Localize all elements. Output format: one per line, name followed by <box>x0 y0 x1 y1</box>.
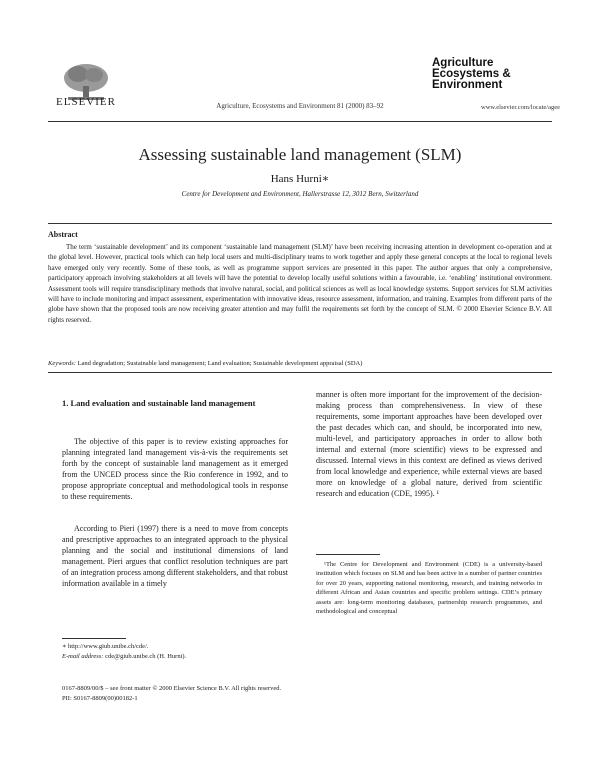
header-rule <box>48 121 552 122</box>
author-url-footnote[interactable]: ∗ http://www.giub.unibe.ch/cde/. <box>62 643 149 650</box>
author-affiliation: Centre for Development and Environment, Hallerstrasse 12, 3012 Bern, Switzerland <box>181 190 419 198</box>
paper-title: Assessing sustainable land management (SLM) <box>138 145 462 164</box>
copyright-block <box>62 684 281 703</box>
journal-citation: Agriculture, Ecosystems and Environment 81 (2000) 83–92 <box>216 102 384 110</box>
body-paragraph-3: manner is often more important for the improvement of the decision-making process than comprehensiveness. In view of these requirements, some important approaches have been developed over the past decades which can, and should, be incorporated into new, multi-level, and participatory approaches in order to allow both internal and external (more scientific) views to be expressed and discussed. Internal views in this context are defined as views derived from local knowledge and experience, while external views are based more on knowledge of a global nature, derived from scientific research and education (CDE, 1995). ¹ <box>316 390 542 498</box>
email-text[interactable]: cde@giub.unibe.ch (H. Hurni). <box>105 653 187 660</box>
author-email-footnote <box>62 652 186 661</box>
journal-brand-line-2: Ecosystems & <box>432 68 511 80</box>
abstract-heading: Abstract <box>48 230 78 239</box>
copyright-line: 0167-8809/00/$ – see front matter © 2000 Elsevier Science B.V. All rights reserved. <box>62 685 282 692</box>
abstract-text: The term ‘sustainable development’ and its component ‘sustainable land management (SLM)’ have been receiving increasing attention in development co-operation and at the global level. However, practical tools which can help local users and multi-disciplinary teams to work together and apply these general concepts at the local to regional levels have emerged only very recently. Some of these tools, as well as programme support services are presented in this paper. The author argues that only a comprehensive, participatory approach involving stakeholders at all levels will have the potential to develop locally useful solutions within a favourable, i.e. ‘enabling’ institutional environment. Assessment tools will require transdisciplinary methods that involve natural, social, and political sciences as well as local knowledge systems. Support services for SLM activities will have to include monitoring and impact assessment, experimentation with innovative ideas, resource assessment, information, and training. Examples from different parts of the globe have shown that the proposed tools are now receiving greater attention and may fulfil the requirements set forth by the concept of SLM. © 2000 Elsevier Science B.V. All rights reserved. <box>48 243 552 324</box>
publisher-name: ELSEVIER <box>56 96 116 108</box>
author-footnote-mark: ∗ <box>321 173 330 185</box>
journal-url[interactable]: www.elsevier.com/locate/agee <box>481 104 560 111</box>
author-name: Hans Hurni <box>270 173 322 185</box>
email-label: E-mail address: <box>62 653 104 660</box>
keywords-text: Land degradation; Sustainable land management; Land evaluation; Sustainable development appraisal (SDA) <box>77 360 363 367</box>
abstract-top-rule <box>48 223 552 224</box>
footnote-1: ¹The Centre for Development and Environment (CDE) is a university-based institution which focuses on SLM and has been active in a number of partner countries for over 20 years, supporting national monitoring, research, and training networks in different African and Asian countries and specific problem settings. CDE’s primary assets are: long-term monitoring databases, partnership research programmes, and methodological and conceptual <box>316 561 542 616</box>
keywords-label: Keywords: <box>48 360 76 367</box>
body-paragraph-1: The objective of this paper is to review existing approaches for planning integrated land management vis-à-vis the requirements set forth by the concept of sustainable land management as it emerged from the UNCED process since the Rio conference in 1992, and to propose appropriate conceptual and methodological tools in response to these requirements. <box>62 437 288 501</box>
journal-brand-line-3: Environment <box>432 79 503 91</box>
footnote-rule-left <box>62 638 126 639</box>
keywords <box>48 360 552 367</box>
section-heading: 1. Land evaluation and sustainable land management <box>62 398 256 408</box>
body-paragraph-2: According to Pieri (1997) there is a need to move from concepts and prescriptive approaches to an integrated approach to the physical planning and the social and institutional dimensions of land management. Pieri argues that conflict resolution techniques are part of an integration process among different stakeholders, and that robust information available in a timely <box>62 524 288 588</box>
author-line <box>48 172 552 185</box>
keywords-rule <box>48 372 552 373</box>
journal-brand-line-1: Agriculture <box>432 57 494 69</box>
pii-line: PII: S0167-8809(00)00182-1 <box>62 694 138 702</box>
footnote-rule-right <box>316 554 380 555</box>
journal-brand <box>432 58 560 91</box>
